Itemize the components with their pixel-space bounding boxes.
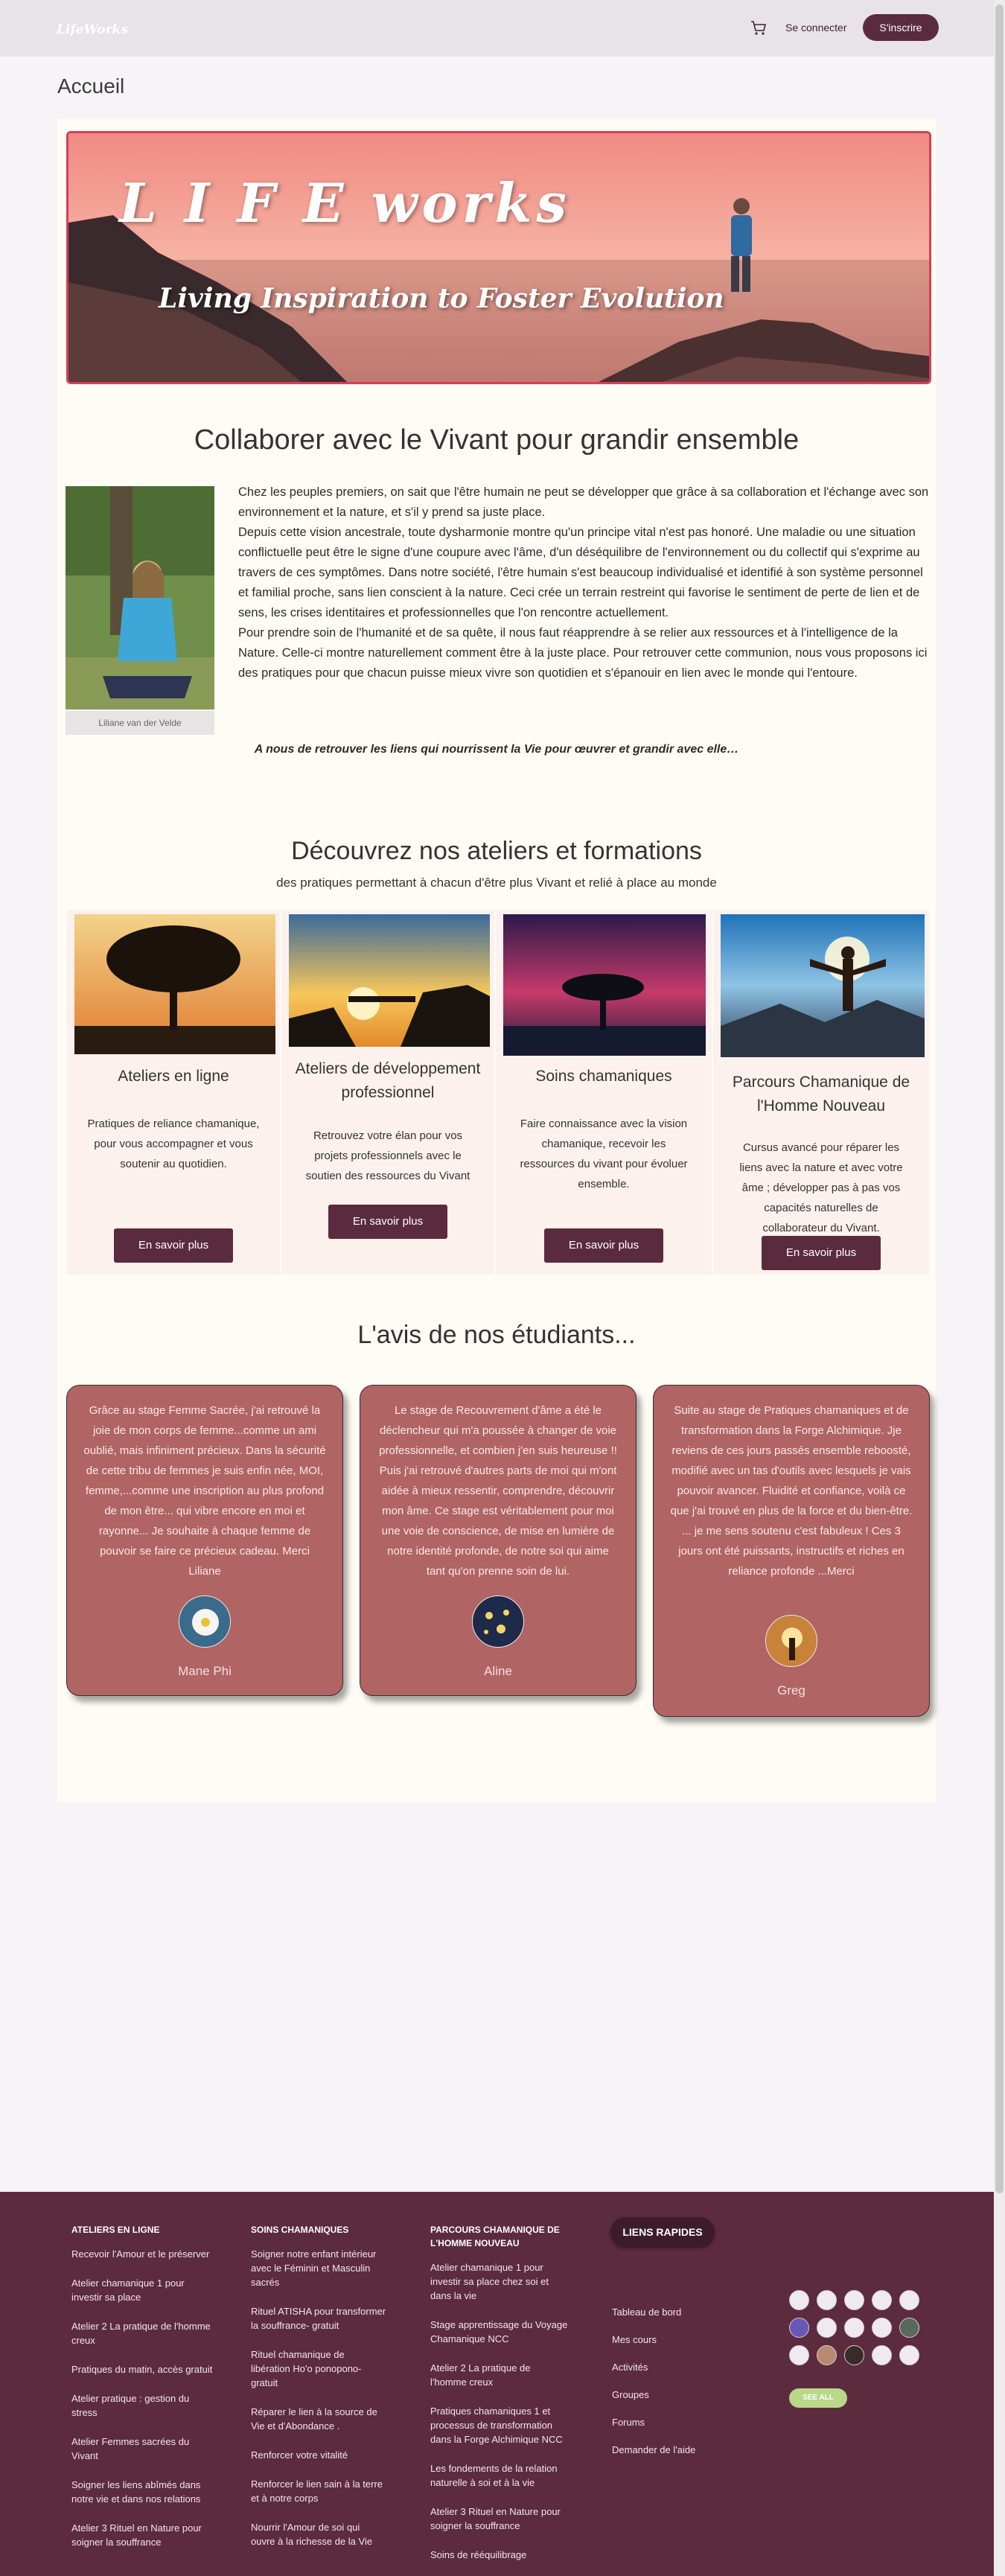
member-avatar[interactable] [817, 2318, 837, 2338]
quick-link[interactable]: Activités [612, 2362, 648, 2373]
footer-link[interactable]: Pratiques du matin, accès gratuit [71, 2364, 213, 2375]
card-image [721, 914, 925, 1057]
testimonial-author: Mane Phi [178, 1664, 232, 1678]
footer-link[interactable]: Nourrir l'Amour de soi qui ouvre à la richesse de la Vie [251, 2522, 373, 2547]
workshops-subheading: des pratiques permettant à chacun d'être plus Vivant et relié à place au monde [276, 876, 717, 890]
quick-link[interactable]: Tableau de bord [612, 2306, 682, 2318]
member-avatar[interactable] [872, 2318, 892, 2338]
footer-column-journey [430, 2223, 568, 2576]
card-title: Ateliers de développement professionnel [295, 1060, 481, 1101]
footer-link[interactable]: Rituel ATISHA pour transformer la souffrance- gratuit [251, 2306, 386, 2331]
card-description: Cursus avancé pour réparer les liens avec la nature et avec votre âme ; développer pas à pas vos capacités naturelles de collaborateur du Vivant. [739, 1141, 903, 1234]
member-avatar[interactable] [789, 2290, 809, 2310]
intro-quote: A nous de retrouver les liens qui nourrissent la Vie pour œuvrer et grandir avec elle… [254, 743, 739, 756]
member-avatar[interactable] [899, 2290, 919, 2310]
intro-heading: Collaborer avec le Vivant pour grandir ensemble [194, 424, 800, 456]
member-avatar[interactable] [817, 2345, 837, 2365]
workshop-card [67, 910, 280, 1275]
testimonial-author: Greg [777, 1683, 805, 1697]
card-image [503, 914, 706, 1056]
quick-link[interactable]: Mes cours [612, 2334, 657, 2345]
portrait-photo [66, 486, 214, 710]
testimonial-text: Le stage de Recouvrement d'âme a été le déclencheur qui m'a poussée à changer de voie professionnelle, et combien j'en suis heureuse !! Puis j'ai retrouvé d'autres parts de moi qui m'ont aidée à mieux ressentir, comprendre, découvrir mon âme. Ce stage est véritablement pour moi une voie de conscience, de mise en lumière de notre identité profonde, de notre soi qui aime tant qu'on prenne soin de lui. [379, 1404, 617, 1578]
member-avatar[interactable] [844, 2290, 864, 2310]
footer-link[interactable]: Atelier Femmes sacrées du Vivant [71, 2436, 190, 2461]
card-title: Soins chamaniques [535, 1068, 672, 1085]
testimonial-card [66, 1385, 343, 1696]
intro-paragraph: Depuis cette vision ancestrale, toute dysharmonie montre qu'un principe vital n'est pas honoré. Une maladie ou une situation conflictuelle peut être le signe d'une coupure avec l'âme, d'un déséquilibre de l'environnement ou du collectif qui s'exprime au travers de ces symptômes. Dans notre société, l'être humain s'est beaucoup individualisé et identifié à son système personnel et familial proche, sans lien conscient à la nature. Ceci crée un terrain restreint qui favorise le sentiment de perte de lien et de sens, les crises identitaires et professionnelles que l'on rencontre actuellement. [238, 526, 923, 619]
workshop-card [496, 910, 712, 1275]
member-avatar[interactable] [872, 2290, 892, 2310]
signup-button[interactable]: S'inscrire [863, 14, 939, 41]
banner-subtitle: Living Inspiration to Foster Evolution [159, 283, 724, 314]
testimonial-card [360, 1385, 636, 1696]
avatar [179, 1595, 231, 1648]
site-logo[interactable]: LifeWorks [57, 22, 128, 37]
testimonial-text: Suite au stage de Pratiques chamaniques et de transformation dans la Forge Alchimique. Jje reviens de ces jours passés ensemble reboosté, modifié avec un tas d'outils avec lesquels je vais pouvoir avancer. Fluidité et confiance, voilà ce que j'ai trouvé en plus de la force et du bien-être. ... je me sens soutenu c'est fabuleux ! Ces 3 jours ont été puissants, instructifs et riches en reliance profonde ...Merci [670, 1404, 913, 1578]
member-avatar-grid [789, 2290, 886, 2365]
intro-paragraph: Chez les peuples premiers, on sait que l'être humain ne peut se développer que grâce à sa collaboration et l'échange avec son environnement et la nature, et s'il y prend sa juste place. [238, 485, 929, 519]
footer-link[interactable]: Réparer le lien à la source de Vie et d'Abondance . [251, 2406, 377, 2432]
site-footer [0, 2192, 994, 2576]
quick-link[interactable]: Demander de l'aide [612, 2444, 696, 2455]
footer-link[interactable]: Renforcer le lien sain à la terre et à notre corps [251, 2478, 383, 2504]
footer-link[interactable]: Atelier pratique : gestion du stress [71, 2393, 190, 2418]
intro-paragraph: Pour prendre soin de l'humanité et de sa quête, il nous faut réapprendre à se relier aux ressources et à l'intelligence de la Nature. Celle-ci montre naturellement comment être à la juste place. Pour retrouver cette communion, nous vous proposons ici des pratiques pour que chacun puisse mieux vivre son quotidien et s'épanouir en lien avec le monde qui l'entoure. [238, 626, 928, 680]
scrollbar-thumb[interactable] [995, 4, 1004, 2193]
testimonial-card [653, 1385, 930, 1717]
member-avatar[interactable] [817, 2290, 837, 2310]
learn-more-button[interactable]: En savoir plus [544, 1228, 663, 1263]
hero-banner [66, 131, 931, 384]
portrait-caption: Liliane van der Velde [66, 711, 214, 735]
member-avatar[interactable] [789, 2318, 809, 2338]
footer-link[interactable]: Soigner notre enfant intérieur avec le Féminin et Masculin sacrés [251, 2248, 377, 2288]
footer-link[interactable]: Atelier 3 Rituel en Nature pour soigner la souffrance [430, 2506, 561, 2531]
card-title: Parcours Chamanique de l'Homme Nouveau [732, 1074, 910, 1115]
footer-column-care [251, 2223, 386, 2563]
banner-title: L I F E works [119, 171, 571, 235]
card-description: Retrouvez votre élan pour vos projets professionnels avec le soutien des ressources du Vivant [305, 1129, 470, 1182]
page-scrollbar[interactable] [994, 0, 1005, 2576]
card-title: Ateliers en ligne [118, 1068, 229, 1085]
footer-link[interactable]: Pratiques chamaniques 1 et processus de transformation dans la Forge Alchimique NCC [430, 2406, 563, 2445]
workshop-card [281, 910, 494, 1275]
quick-link[interactable]: Groupes [612, 2389, 649, 2400]
footer-heading: PARCOURS CHAMANIQUE DE L'HOMME NOUVEAU [430, 2225, 560, 2248]
learn-more-button[interactable]: En savoir plus [328, 1205, 447, 1239]
footer-link[interactable]: Atelier 3 Rituel en Nature pour soigner la souffrance [71, 2522, 202, 2548]
member-avatar[interactable] [844, 2345, 864, 2365]
footer-link[interactable]: Soigner les liens abîmés dans notre vie et dans nos relations [71, 2479, 201, 2505]
footer-link[interactable]: Stage apprentissage du Voyage Chamanique NCC [430, 2319, 568, 2344]
top-header [0, 0, 994, 57]
member-avatar[interactable] [844, 2318, 864, 2338]
footer-link[interactable]: Atelier 2 La pratique de l'homme creux [71, 2321, 211, 2346]
member-avatar[interactable] [872, 2345, 892, 2365]
intro-text [238, 482, 932, 683]
footer-link[interactable]: Atelier chamanique 1 pour investir sa place chez soi et dans la vie [430, 2262, 549, 2301]
testimonial-text: Grâce au stage Femme Sacrée, j'ai retrouvé la joie de mon corps de femme...comme un ami oublié, mais infiniment précieux. Dans la sécurité de cette tribu de femmes je suis enfin née, MOI, femme,...comme une inscription au plus profond de mon être... qui vibre encore en moi et rayonne... Je souhaite à chaque femme de pouvoir se faire ce précieux cadeau. Merci Liliane [83, 1404, 326, 1578]
card-description: Faire connaissance avec la vision chamanique, recevoir les ressources du vivant pour évoluer ensemble. [520, 1118, 688, 1190]
workshop-card [713, 910, 929, 1275]
footer-link[interactable]: Soins de rééquilibrage [430, 2549, 527, 2560]
footer-column-workshops [71, 2223, 214, 2564]
card-description: Pratiques de reliance chamanique, pour vous accompagner et vous soutenir au quotidien. [87, 1118, 260, 1170]
footer-link[interactable]: Renforcer votre vitalité [251, 2449, 348, 2461]
quick-links-heading: LIENS RAPIDES [610, 2217, 715, 2247]
avatar [765, 1615, 817, 1667]
footer-link[interactable]: Les fondements de la relation naturelle à soi et à la vie [430, 2463, 558, 2488]
footer-heading: ATELIERS EN LIGNE [71, 2225, 160, 2235]
card-image [74, 914, 275, 1054]
login-link[interactable]: Se connecter [785, 22, 847, 34]
member-avatar[interactable] [899, 2318, 919, 2338]
learn-more-button[interactable]: En savoir plus [114, 1228, 233, 1263]
testimonials-heading: L'avis de nos étudiants... [357, 1321, 636, 1349]
workshops-heading: Découvrez nos ateliers et formations [291, 837, 702, 865]
see-all-button[interactable]: SEE ALL [789, 2388, 847, 2408]
quick-link[interactable]: Forums [612, 2417, 645, 2428]
testimonial-author: Aline [484, 1664, 512, 1678]
quick-links [612, 2305, 695, 2470]
footer-link[interactable]: Rituel chamanique de libération Ho'o ponopono- gratuit [251, 2349, 362, 2388]
avatar [472, 1595, 524, 1648]
member-avatar[interactable] [789, 2345, 809, 2365]
card-image [289, 914, 490, 1047]
member-avatar[interactable] [899, 2345, 919, 2365]
learn-more-button[interactable]: En savoir plus [762, 1236, 881, 1270]
footer-heading: SOINS CHAMANIQUES [251, 2225, 349, 2235]
footer-link[interactable]: Atelier chamanique 1 pour investir sa place [71, 2277, 185, 2303]
cart-icon[interactable] [750, 19, 768, 36]
footer-link[interactable]: Recevoir l'Amour et le préserver [71, 2248, 210, 2260]
footer-link[interactable]: Atelier 2 La pratique de l'homme creux [430, 2362, 531, 2388]
page-title: Accueil [57, 74, 125, 98]
